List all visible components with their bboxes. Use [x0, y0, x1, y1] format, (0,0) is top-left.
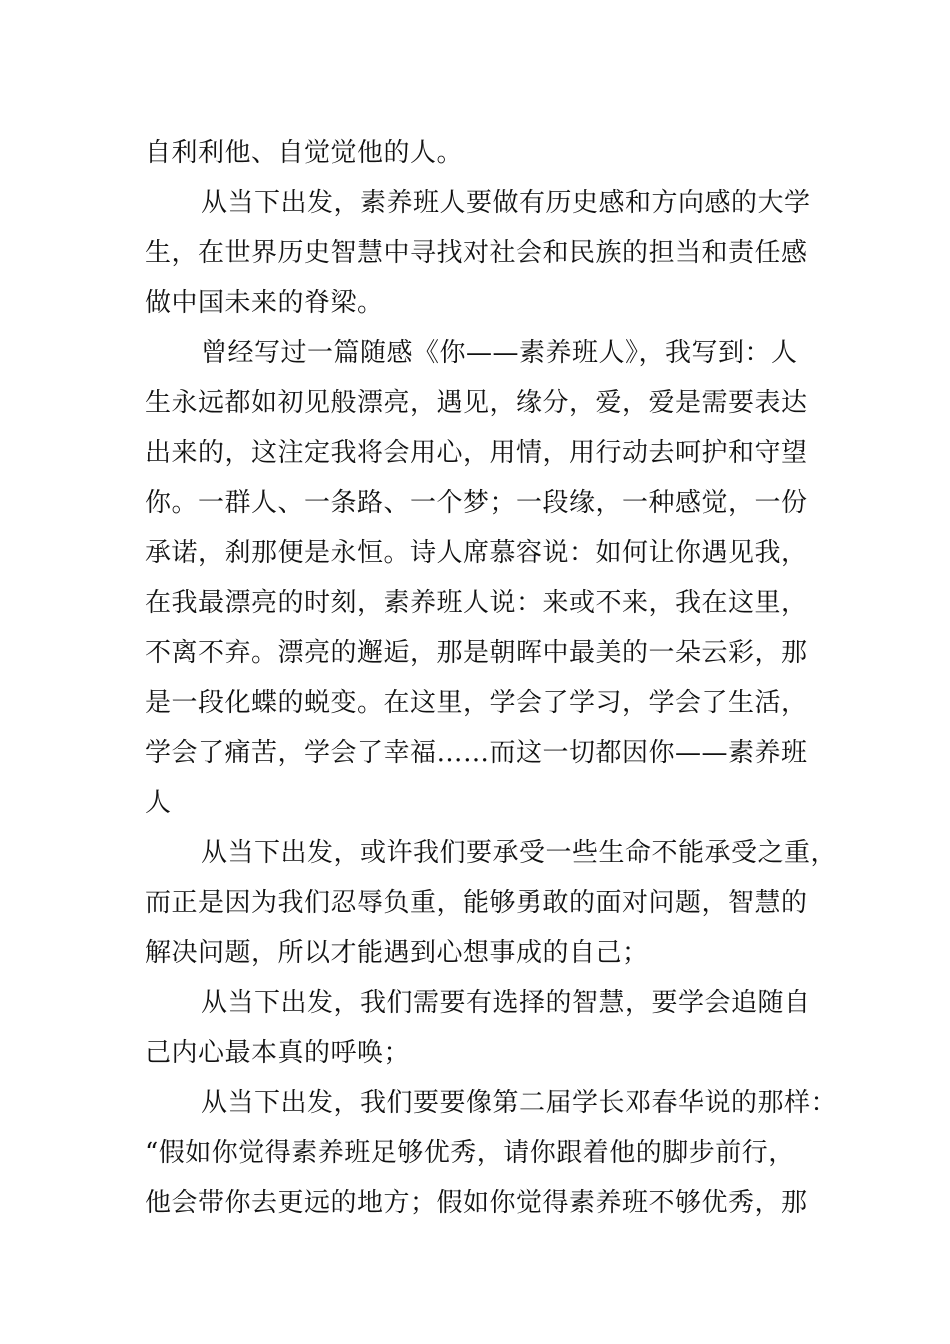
- text-line: 自利利他、自觉觉他的人。: [145, 138, 464, 168]
- text-line: 他会带你去更远的地方；假如你觉得素养班不够优秀，那: [145, 1188, 808, 1218]
- document-body: [145, 128, 838, 1228]
- text-line: 不离不弃。漂亮的邂逅，那是朝晖中最美的一朵云彩，那: [145, 638, 808, 668]
- text-line: 做中国未来的脊梁。: [145, 288, 384, 318]
- text-line: 从当下出发，我们需要有选择的智慧，要学会追随自: [201, 988, 811, 1018]
- text-line: 出来的，这注定我将会用心，用情，用行动去呵护和守望: [145, 438, 808, 468]
- text-line: 而正是因为我们忍辱负重，能够勇敢的面对问题，智慧的: [145, 888, 808, 918]
- text-line: 学会了痛苦，学会了幸福……而这一切都因你——素养班: [145, 738, 808, 768]
- text-line: 你。一群人、一条路、一个梦；一段缘，一种感觉，一份: [145, 488, 808, 518]
- text-line: “假如你觉得素养班足够优秀，请你跟着他的脚步前行，: [145, 1138, 795, 1168]
- text-line: 从当下出发，素养班人要做有历史感和方向感的大学: [201, 188, 811, 218]
- text-line: 生永远都如初见般漂亮，遇见，缘分，爱，爱是需要表达: [145, 388, 808, 418]
- text-line: 是一段化蝶的蜕变。在这里，学会了学习，学会了生活，: [145, 688, 808, 718]
- text-line: 承诺，刹那便是永恒。诗人席慕容说：如何让你遇见我，: [145, 538, 808, 568]
- text-line: 从当下出发，我们要要像第二届学长邓春华说的那样：: [201, 1088, 838, 1118]
- text-line: 生，在世界历史智慧中寻找对社会和民族的担当和责任感: [145, 238, 808, 268]
- text-line: 己内心最本真的呼唤；: [145, 1038, 411, 1068]
- text-line: 解决问题，所以才能遇到心想事成的自己；: [145, 938, 649, 968]
- text-line: 在我最漂亮的时刻，素养班人说：来或不来，我在这里，: [145, 588, 808, 618]
- text-line: 曾经写过一篇随感《你——素养班人》，我写到：人: [201, 338, 798, 368]
- text-line: 人: [145, 788, 172, 818]
- text-line: 从当下出发，或许我们要承受一些生命不能承受之重，: [201, 838, 838, 868]
